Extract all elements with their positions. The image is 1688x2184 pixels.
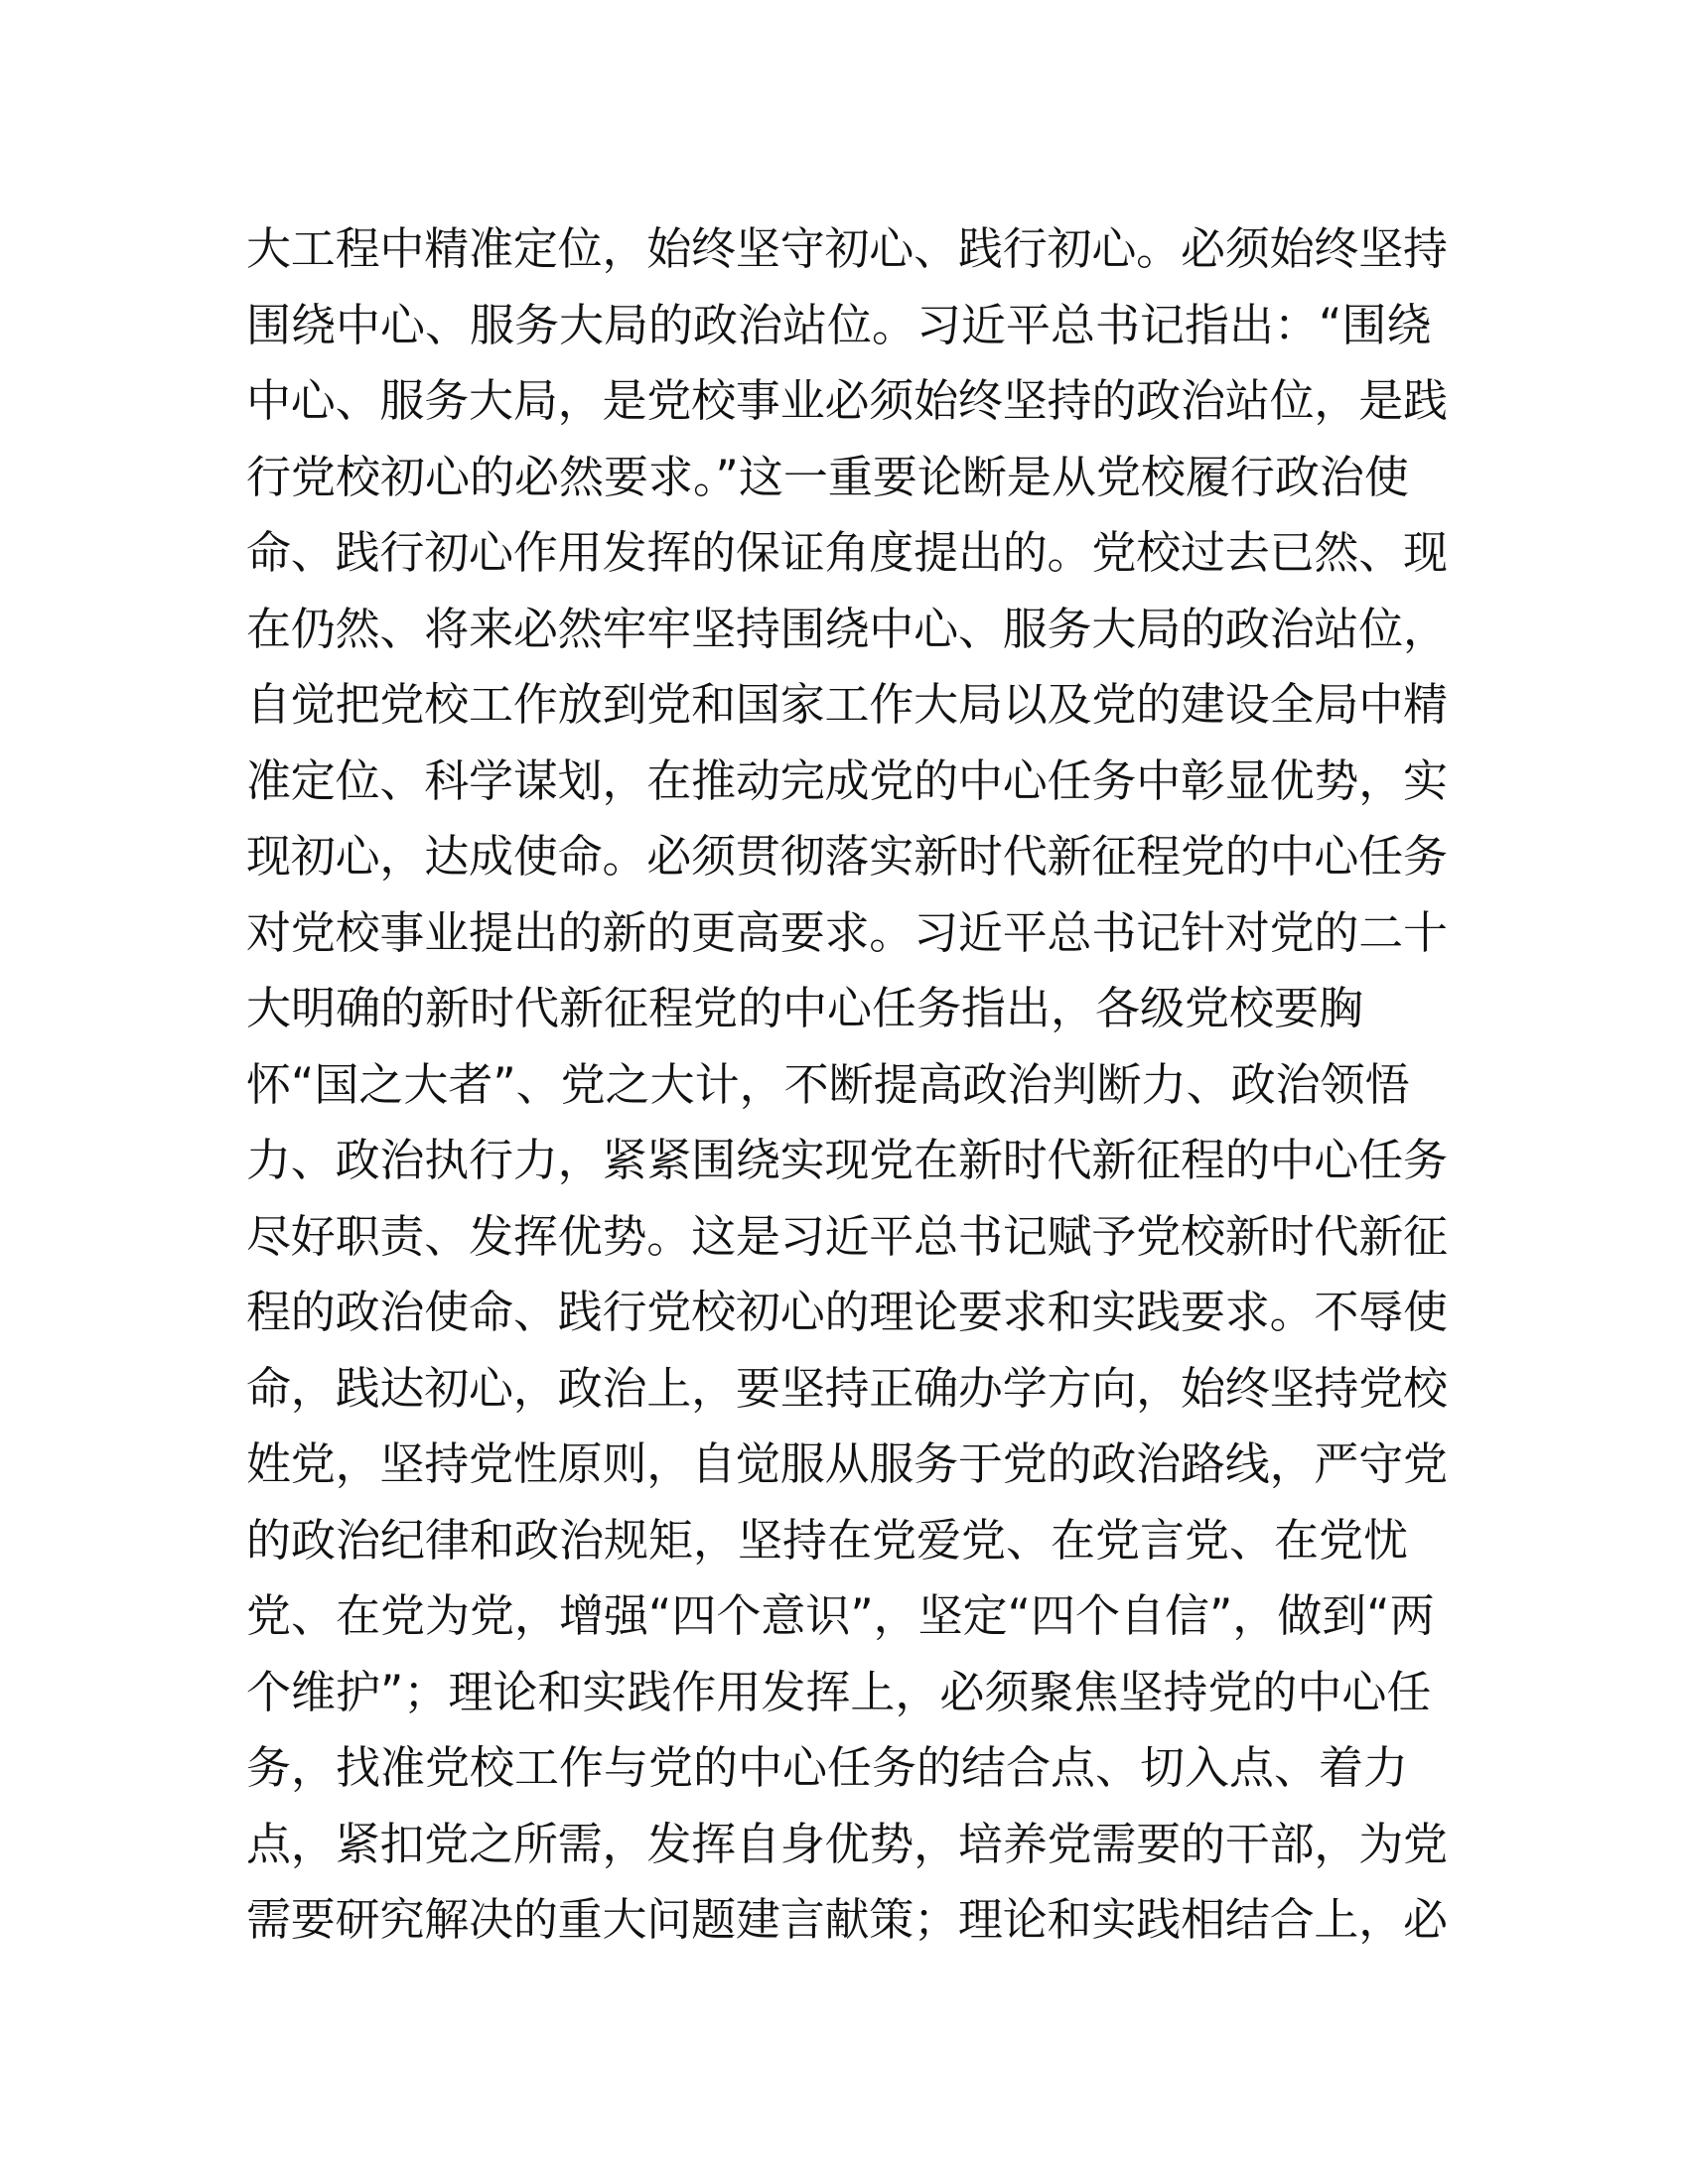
- text-line: 行党校初心的必然要求。”这一重要论断是从党校履行政治使: [246, 450, 1409, 503]
- text-line: 程的政治使命、践行党校初心的理论要求和实践要求。不辱使: [246, 1286, 1448, 1338]
- text-line: 大明确的新时代新征程党的中心任务指出，各级党校要胸: [246, 982, 1364, 1034]
- text-line: 怀“国之大者”、党之大计，不断提高政治判断力、政治领悟: [246, 1057, 1410, 1111]
- text-line: 尽好职责、发挥优势。这是习近平总书记赋予党校新时代新征: [246, 1209, 1448, 1263]
- text-line: 党、在党为党，增强“四个意识”，坚定“四个自信”，做到“两: [246, 1589, 1435, 1642]
- text-line: 需要研究解决的重大问题建言献策；理论和实践相结合上，必: [246, 1893, 1448, 1946]
- text-line: 自觉把党校工作放到党和国家工作大局以及党的建设全局中精: [246, 678, 1448, 731]
- text-line: 的政治纪律和政治规矩，坚持在党爱党、在党言党、在党忧: [246, 1513, 1409, 1567]
- text-line: 务，找准党校工作与党的中心任务的结合点、切入点、着力: [246, 1741, 1409, 1794]
- text-line: 现初心，达成使命。必须贯彻落实新时代新征程党的中心任务: [246, 830, 1448, 883]
- text-line: 大工程中精准定位，始终坚守初心、践行初心。必须始终坚持: [246, 222, 1448, 275]
- text-line: 点，紧扣党之所需，发挥自身优势，培养党需要的干部，为党: [246, 1817, 1448, 1870]
- text-line: 对党校事业提出的新的更高要求。习近平总书记针对党的二十: [246, 905, 1448, 959]
- text-line: 准定位、科学谋划，在推动完成党的中心任务中彰显优势，实: [246, 753, 1448, 807]
- text-line: 命、践行初心作用发挥的保证角度提出的。党校过去已然、现: [246, 526, 1448, 579]
- text-line: 在仍然、将来必然牢牢坚持围绕中心、服务大局的政治站位，: [246, 602, 1448, 655]
- body-paragraph: [246, 211, 1448, 1959]
- text-line: 力、政治执行力，紧紧围绕实现党在新时代新征程的中心任务: [246, 1134, 1448, 1186]
- text-line: 个维护”；理论和实践作用发挥上，必须聚焦坚持党的中心任: [246, 1665, 1432, 1718]
- text-line: 命，践达初心，政治上，要坚持正确办学方向，始终坚持党校: [246, 1361, 1448, 1415]
- text-line: 姓党，坚持党性原则，自觉服从服务于党的政治路线，严守党: [246, 1437, 1448, 1490]
- text-line: 围绕中心、服务大局的政治站位。习近平总书记指出：“围绕: [246, 298, 1432, 351]
- text-line: 中心、服务大局，是党校事业必须始终坚持的政治站位，是践: [246, 374, 1448, 427]
